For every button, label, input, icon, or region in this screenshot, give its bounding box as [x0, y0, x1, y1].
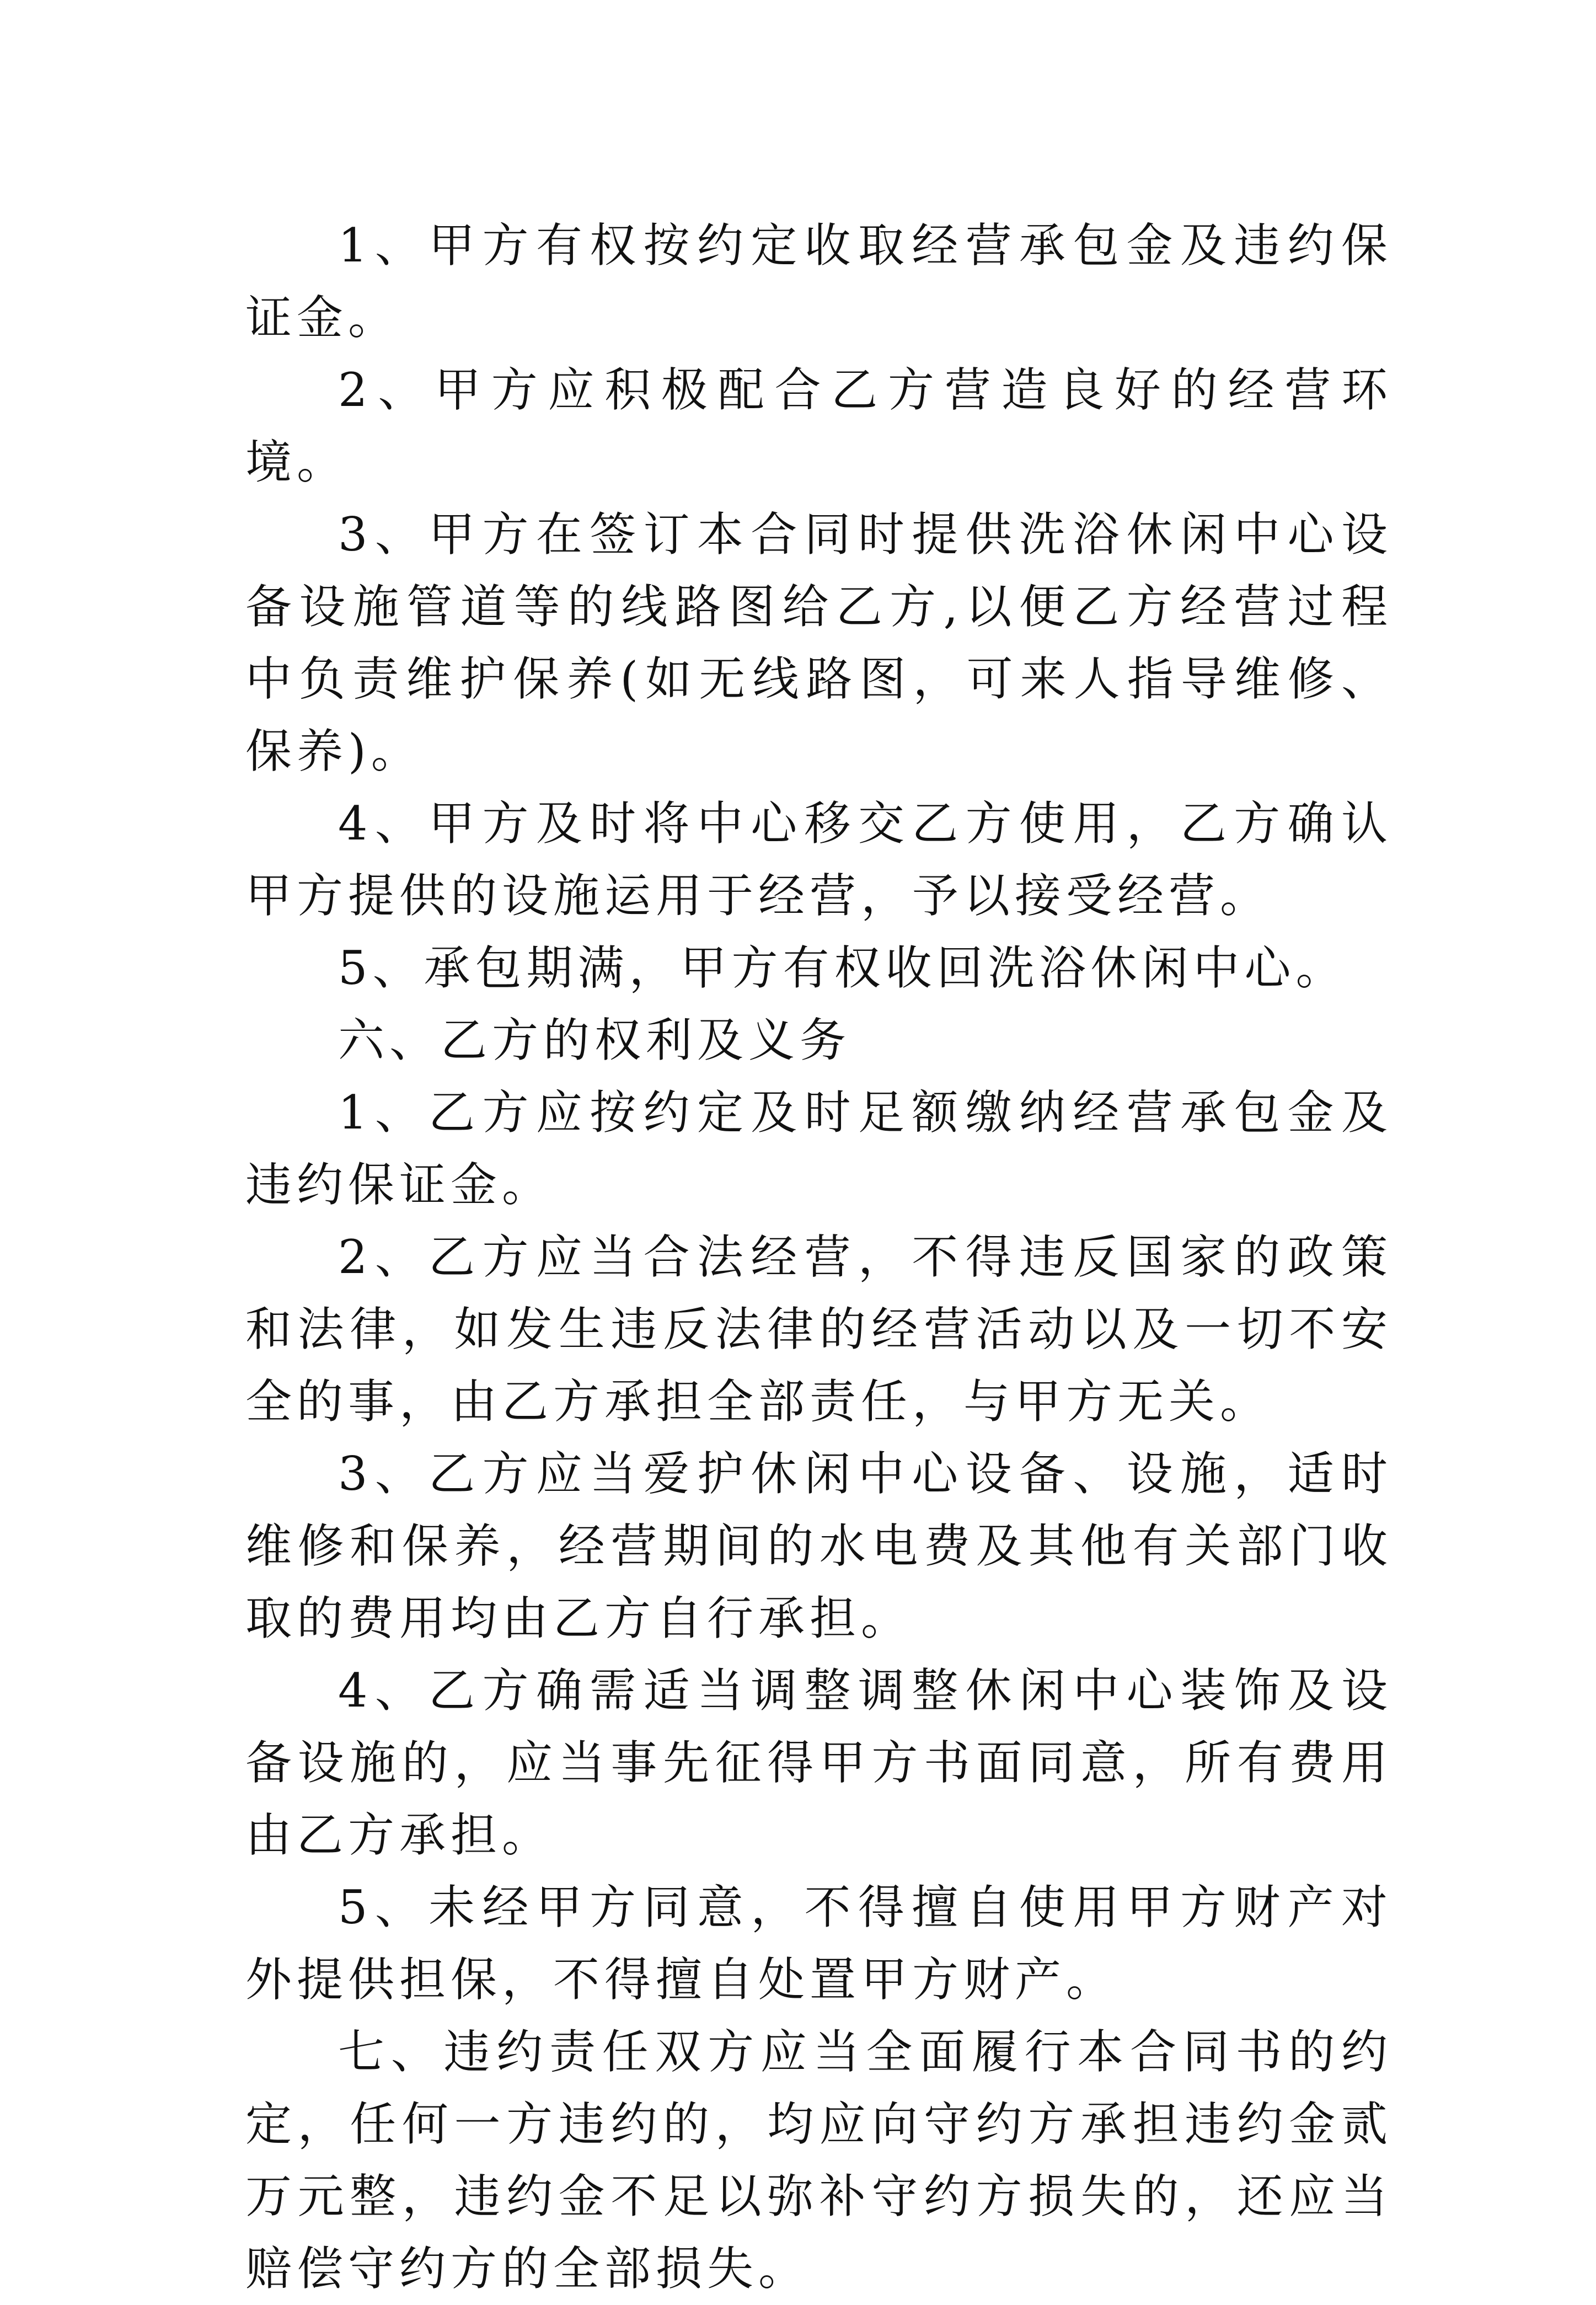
paragraph-breach-liability: 七、违约责任双方应当全面履行本合同书的约定，任何一方违约的，均应向守约方承担违约金贰万元整，违约金不足以弥补守约方损失的，还应当赔偿守约方的全部损失。 [245, 2025, 1393, 2296]
paragraph-party-b-duty-4: 4、乙方确需适当调整调整休闲中心装饰及设备设施的，应当事先征得甲方书面同意，所有费用由乙方承担。 [245, 1664, 1393, 1862]
paragraph-party-a-right-1: 1、甲方有权按约定收取经营承包金及违约保证金。 [245, 218, 1393, 345]
paragraph-party-b-duty-1: 1、乙方应按约定及时足额缴纳经营承包金及违约保证金。 [245, 1085, 1393, 1212]
paragraph-party-a-right-3: 3、甲方在签订本合同时提供洗浴休闲中心设备设施管道等的线路图给乙方,以便乙方经营过程中负责维护保养(如无线路图，可来人指导维修、保养)。 [245, 507, 1393, 778]
document-page [245, 210, 1393, 2305]
paragraph-party-b-duty-2: 2、乙方应当合法经营，不得违反国家的政策和法律，如发生违反法律的经营活动以及一切不安全的事，由乙方承担全部责任，与甲方无关。 [245, 1230, 1393, 1429]
paragraph-party-a-right-4: 4、甲方及时将中心移交乙方使用，乙方确认甲方提供的设施运用于经营，予以接受经营。 [245, 796, 1393, 923]
paragraph-party-b-duty-3: 3、乙方应当爱护休闲中心设备、设施，适时维修和保养，经营期间的水电费及其他有关部门收取的费用均由乙方自行承担。 [245, 1447, 1393, 1645]
paragraph-party-a-right-2: 2、甲方应积极配合乙方营造良好的经营环境。 [245, 363, 1393, 489]
paragraph-party-b-duty-5: 5、未经甲方同意，不得擅自使用甲方财产对外提供担保，不得擅自处置甲方财产。 [245, 1880, 1393, 2007]
section-heading-party-b: 六、乙方的权利及义务 [338, 1013, 851, 1067]
paragraph-party-a-right-5: 5、承包期满，甲方有权收回洗浴休闲中心。 [338, 941, 1347, 995]
